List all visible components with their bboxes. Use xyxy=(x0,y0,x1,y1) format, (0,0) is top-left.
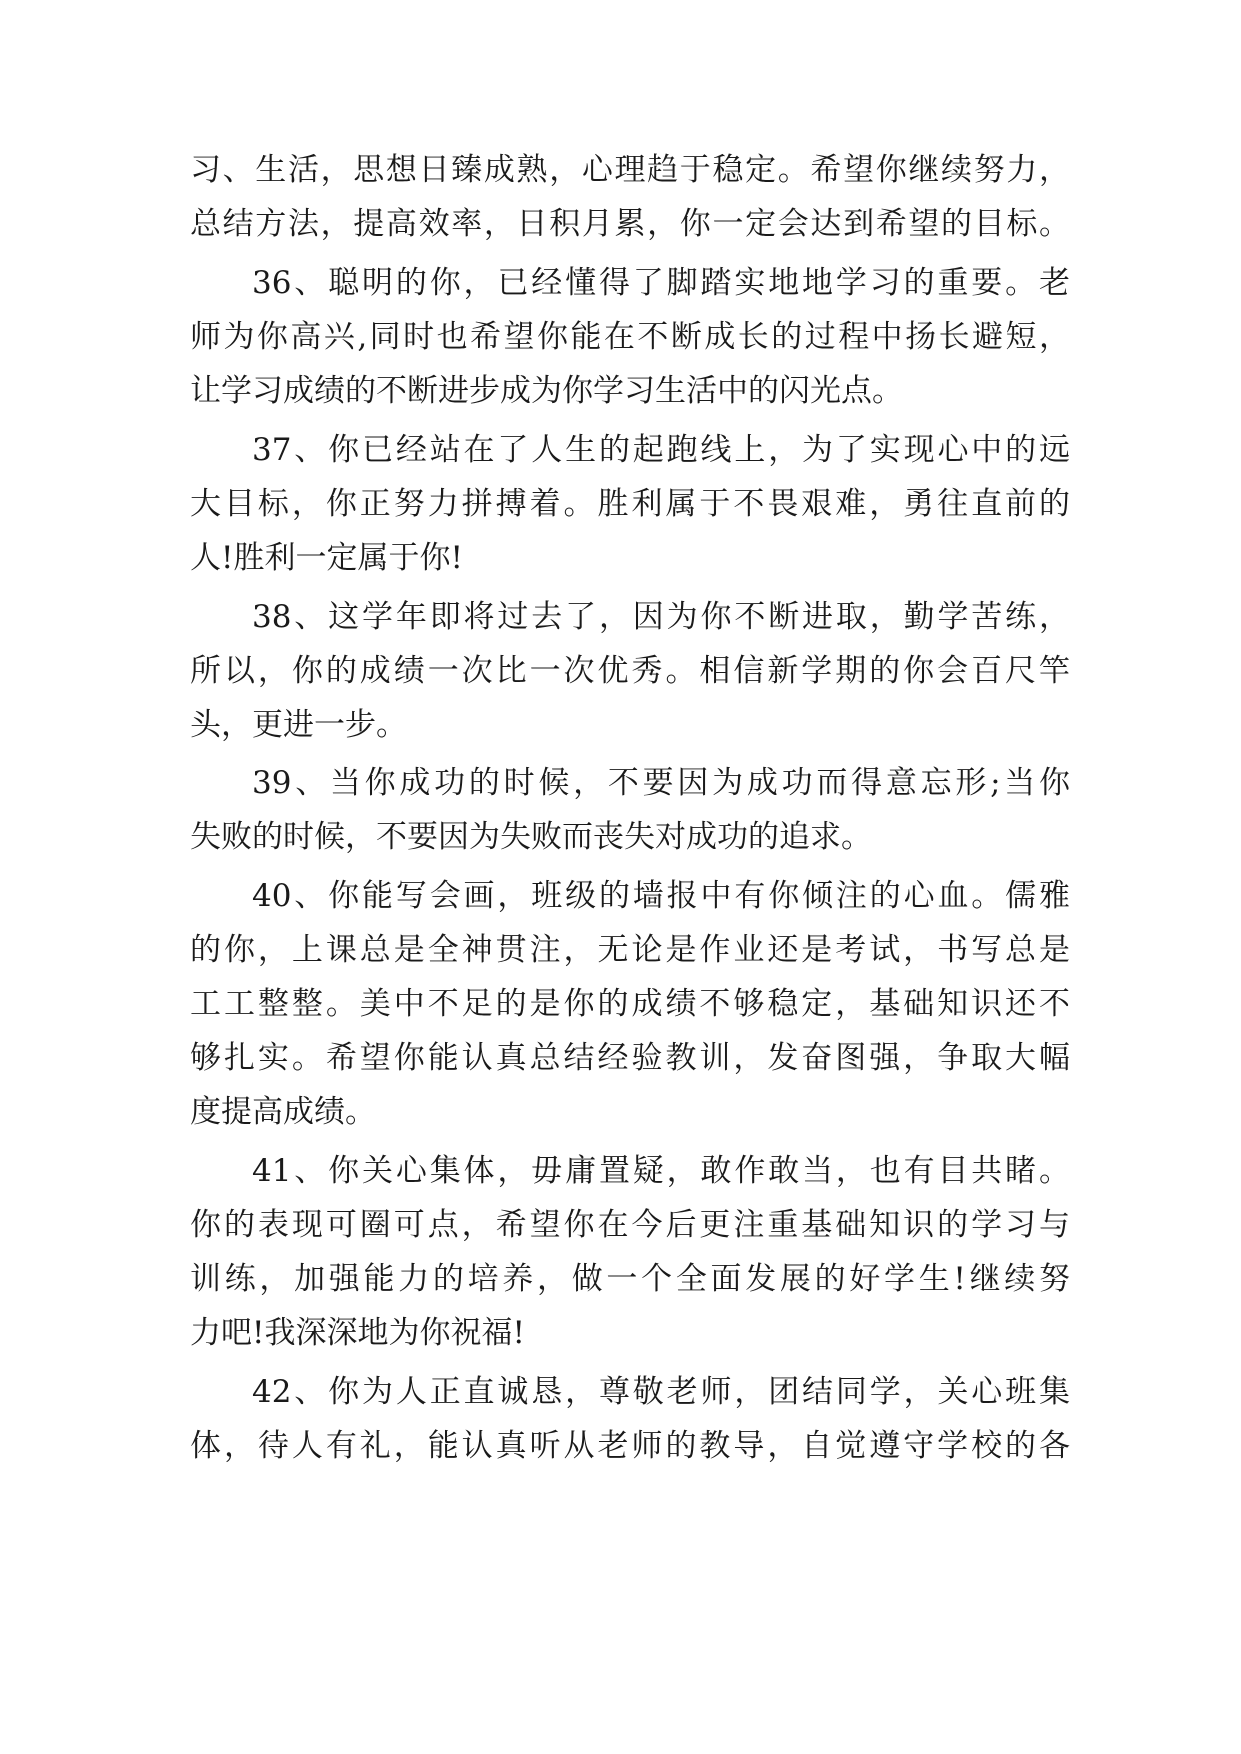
text-line: 习、生活，思想日臻成熟，心理趋于稳定。希望你继续努力， xyxy=(190,152,1070,188)
paragraph-39-start: 39、当你成功的时候，不要因为成功而得意忘形;当你 xyxy=(252,765,1070,801)
text-line: 的你，上课总是全神贯注，无论是作业还是考试，书写总是 xyxy=(190,932,1070,968)
text-line: 你的表现可圈可点，希望你在今后更注重基础知识的学习与 xyxy=(190,1207,1070,1243)
text-line: 大目标，你正努力拼搏着。胜利属于不畏艰难，勇往直前的 xyxy=(190,486,1070,522)
paragraph-36-start: 36、聪明的你，已经懂得了脚踏实地地学习的重要。老 xyxy=(252,265,1070,301)
text-line: 工工整整。美中不足的是你的成绩不够稳定，基础知识还不 xyxy=(190,986,1070,1022)
text-line: 够扎实。希望你能认真总结经验教训，发奋图强，争取大幅 xyxy=(190,1040,1070,1076)
paragraph-41-start: 41、你关心集体，毋庸置疑，敢作敢当，也有目共睹。 xyxy=(252,1153,1070,1189)
text-line: 师为你高兴,同时也希望你能在不断成长的过程中扬长避短， xyxy=(190,319,1070,355)
text-line: 所以，你的成绩一次比一次优秀。相信新学期的你会百尺竿 xyxy=(190,653,1070,689)
text-line: 让学习成绩的不断进步成为你学习生活中的闪光点。 xyxy=(190,373,903,409)
paragraph-42-start: 42、你为人正直诚恳，尊敬老师，团结同学，关心班集 xyxy=(252,1374,1070,1410)
text-line: 力吧!我深深地为你祝福! xyxy=(190,1315,525,1351)
text-line: 人!胜利一定属于你! xyxy=(190,540,463,576)
text-line: 总结方法，提高效率，日积月累，你一定会达到希望的目标。 xyxy=(190,206,1070,242)
paragraph-37-start: 37、你已经站在了人生的起跑线上，为了实现心中的远 xyxy=(252,432,1070,468)
paragraph-38-start: 38、这学年即将过去了，因为你不断进取，勤学苦练， xyxy=(252,599,1070,635)
text-line: 度提高成绩。 xyxy=(190,1094,376,1130)
text-line: 体，待人有礼，能认真听从老师的教导，自觉遵守学校的各 xyxy=(190,1428,1070,1464)
paragraph-40-start: 40、你能写会画，班级的墙报中有你倾注的心血。儒雅 xyxy=(252,878,1070,914)
text-line: 训练，加强能力的培养，做一个全面发展的好学生!继续努 xyxy=(190,1261,1070,1297)
text-line: 头，更进一步。 xyxy=(190,707,407,743)
text-line: 失败的时候，不要因为失败而丧失对成功的追求。 xyxy=(190,819,872,855)
